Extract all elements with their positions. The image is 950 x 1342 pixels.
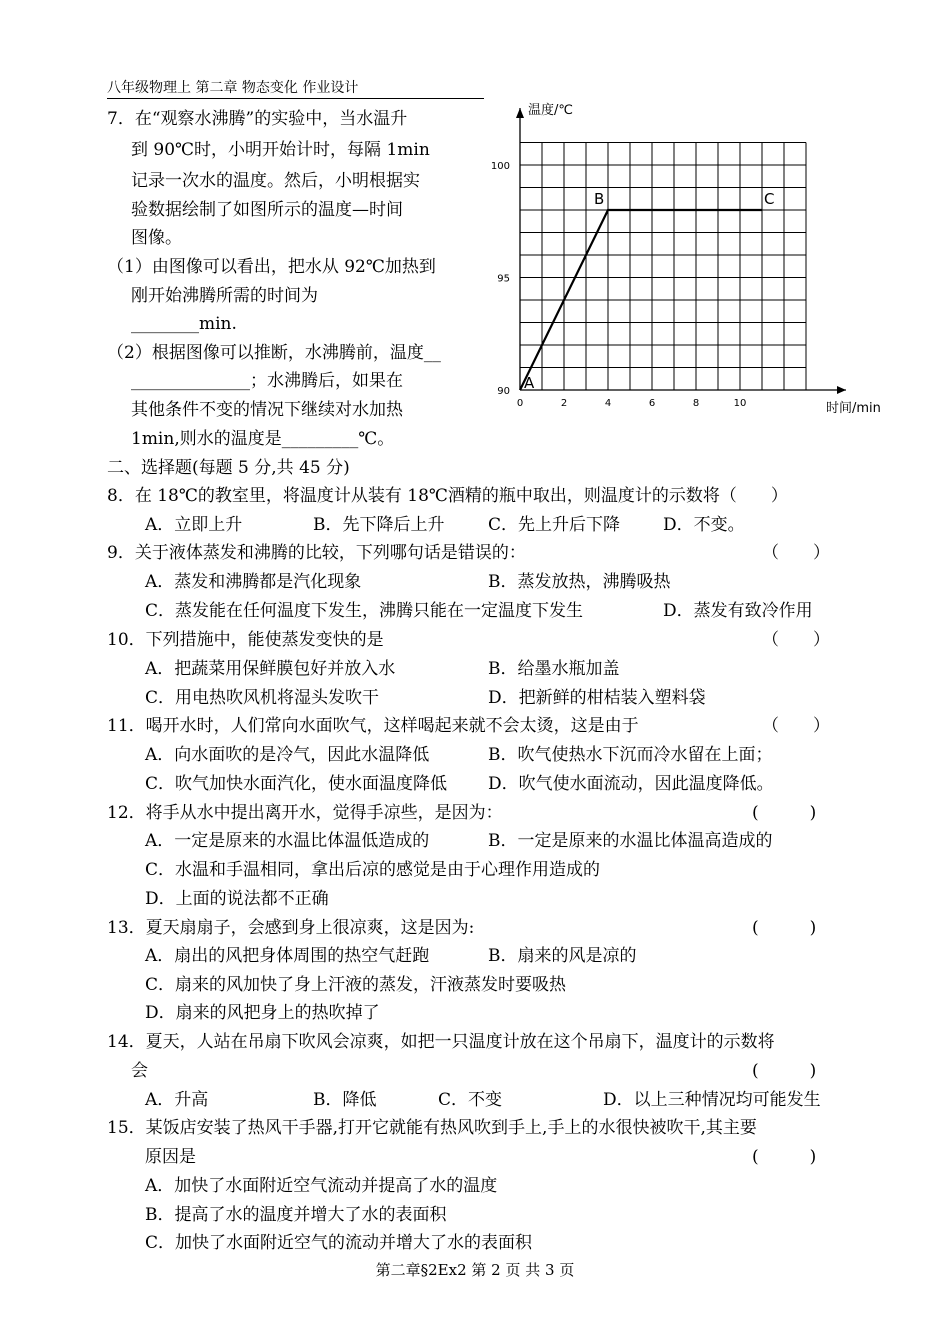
- option-c: C．加快了水面附近空气的流动并增大了水的表面积: [145, 1233, 533, 1253]
- option-a: A．把蔬菜用保鲜膜包好并放入水: [145, 659, 396, 679]
- x-axis-label: 时间/min: [826, 401, 881, 416]
- option-b: B．降低: [313, 1090, 377, 1110]
- q7-line: 1min,则水的温度是_________℃。: [131, 429, 395, 449]
- question-stem: 14．夏天，人站在吊扇下吹风会凉爽，如把一只温度计放在这个吊扇下，温度计的示数将: [107, 1032, 775, 1052]
- answer-paren: ( ): [752, 1147, 817, 1167]
- q7-line: （2）根据图像可以推断，水沸腾前，温度__: [107, 343, 441, 363]
- option-d: D．吹气使水面流动，因此温度降低。: [488, 774, 774, 794]
- option-a: A．升高: [145, 1090, 209, 1110]
- option-c: C．蒸发能在任何温度下发生，沸腾只能在一定温度下发生: [145, 601, 584, 621]
- question-stem: 15．某饭店安装了热风干手器,打开它就能有热风吹到手上,手上的水很快被吹干,其主要: [107, 1118, 757, 1138]
- option-a: A．一定是原来的水温比体温低造成的: [145, 831, 430, 851]
- answer-paren: （ ）: [762, 716, 830, 736]
- option-c: C．水温和手温相同，拿出后凉的感觉是由于心理作用造成的: [145, 860, 601, 880]
- answer-paren: （ ）: [762, 543, 830, 563]
- page-header: 八年级物理上 第二章 物态变化 作业设计: [107, 78, 484, 99]
- q7-line: 记录一次水的温度。然后，小明根据实: [131, 171, 420, 191]
- x-tick-label: 0: [516, 398, 524, 409]
- option-d: D．扇来的风把身上的热吹掉了: [145, 1003, 380, 1023]
- answer-paren: ( ): [752, 918, 817, 938]
- option-d: D．蒸发有致冷作用: [663, 601, 813, 621]
- option-b: B．一定是原来的水温比体温高造成的: [488, 831, 773, 851]
- y-tick-label: 90: [497, 386, 510, 397]
- option-a: A．向水面吹的是冷气，因此水温降低: [145, 745, 430, 765]
- page-footer: 第二章§2Ex2 第 2 页 共 3 页: [375, 1261, 575, 1279]
- y-axis-label: 温度/℃: [528, 103, 573, 118]
- q7-line: （1）由图像可以看出，把水从 92℃加热到: [107, 257, 436, 277]
- q7-line: 图像。: [131, 228, 182, 248]
- question-stem-cont: 原因是: [145, 1147, 196, 1167]
- option-b: B．吹气使热水下沉而冷水留在上面；: [488, 745, 773, 765]
- question-stem: 12．将手从水中提出离开水，觉得手凉些，是因为：: [107, 803, 503, 823]
- answer-paren: ( ): [752, 1061, 817, 1081]
- chart-grid: [520, 143, 806, 391]
- option-b: B．先下降后上升: [313, 515, 445, 535]
- option-b: B．蒸发放热，沸腾吸热: [488, 572, 671, 592]
- x-tick-label: 10: [733, 398, 747, 409]
- question-stem: 9．关于液体蒸发和沸腾的比较，下列哪句话是错误的：: [107, 543, 526, 563]
- x-axis-arrow: [837, 386, 846, 394]
- question-stem-cont: 会: [131, 1061, 148, 1081]
- point-label-c: C: [764, 190, 775, 208]
- option-c: C．吹气加快水面汽化，使水面温度降低: [145, 774, 448, 794]
- chart-labels: [524, 102, 881, 416]
- q7-line: ______________；水沸腾后，如果在: [131, 371, 403, 391]
- option-b: B．给墨水瓶加盖: [488, 659, 620, 679]
- q7-line: ________min.: [131, 314, 237, 334]
- q7-line: 其他条件不变的情况下继续对水加热: [131, 400, 403, 420]
- y-tick-label: 100: [490, 161, 510, 172]
- x-tick-label: 2: [560, 398, 568, 409]
- option-d: D．以上三种情况均可能发生: [603, 1090, 821, 1110]
- section-title: 二、选择题(每题 5 分,共 45 分): [107, 458, 350, 478]
- question-stem: 13．夏天扇扇子，会感到身上很凉爽，这是因为:: [107, 918, 475, 938]
- point-label-a: A: [524, 374, 535, 392]
- y-axis-arrow: [516, 108, 524, 118]
- question-stem: 11．喝开水时，人们常向水面吹气，这样喝起来就不会太烫，这是由于: [107, 716, 639, 736]
- option-b: B．提高了水的温度并增大了水的表面积: [145, 1205, 447, 1225]
- answer-paren: ( ): [752, 803, 817, 823]
- point-label-b: B: [594, 190, 605, 208]
- answer-paren: （ ）: [762, 630, 830, 650]
- option-c: C．不变: [438, 1090, 503, 1110]
- option-c: C．用电热吹风机将湿头发吹干: [145, 688, 380, 708]
- option-a: A．扇出的风把身体周围的热空气赶跑: [145, 946, 430, 966]
- q7-line: 刚开始沸腾所需的时间为: [131, 286, 318, 306]
- question-stem: 8．在 18℃的教室里，将温度计从装有 18℃酒精的瓶中取出，则温度计的示数将（ ）: [107, 486, 788, 506]
- option-a: A．蒸发和沸腾都是汽化现象: [145, 572, 362, 592]
- x-tick-label: 6: [648, 398, 656, 409]
- q7-line: 到 90℃时，小明开始计时，每隔 1min: [131, 140, 430, 160]
- q7-line: 7．在“观察水沸腾”的实验中，当水温升: [107, 109, 408, 129]
- option-a: A．加快了水面附近空气流动并提高了水的温度: [145, 1176, 498, 1196]
- option-a: A．立即上升: [145, 515, 243, 535]
- x-tick-label: 4: [604, 398, 612, 409]
- question-stem: 10．下列措施中，能使蒸发变快的是: [107, 630, 384, 650]
- chart-axes: [516, 108, 846, 394]
- option-b: B．扇来的风是凉的: [488, 946, 637, 966]
- option-d: D．把新鲜的柑桔装入塑料袋: [488, 688, 706, 708]
- y-tick-label: 95: [497, 273, 510, 285]
- option-c: C．先上升后下降: [488, 515, 621, 535]
- option-d: D．不变。: [663, 515, 745, 535]
- x-tick-label: 8: [692, 398, 700, 409]
- option-c: C．扇来的风加快了身上汗液的蒸发，汗液蒸发时要吸热: [145, 975, 567, 995]
- temperature-time-chart: [480, 90, 881, 420]
- option-d: D．上面的说法都不正确: [145, 889, 329, 909]
- q7-line: 验数据绘制了如图所示的温度—时间: [131, 200, 403, 220]
